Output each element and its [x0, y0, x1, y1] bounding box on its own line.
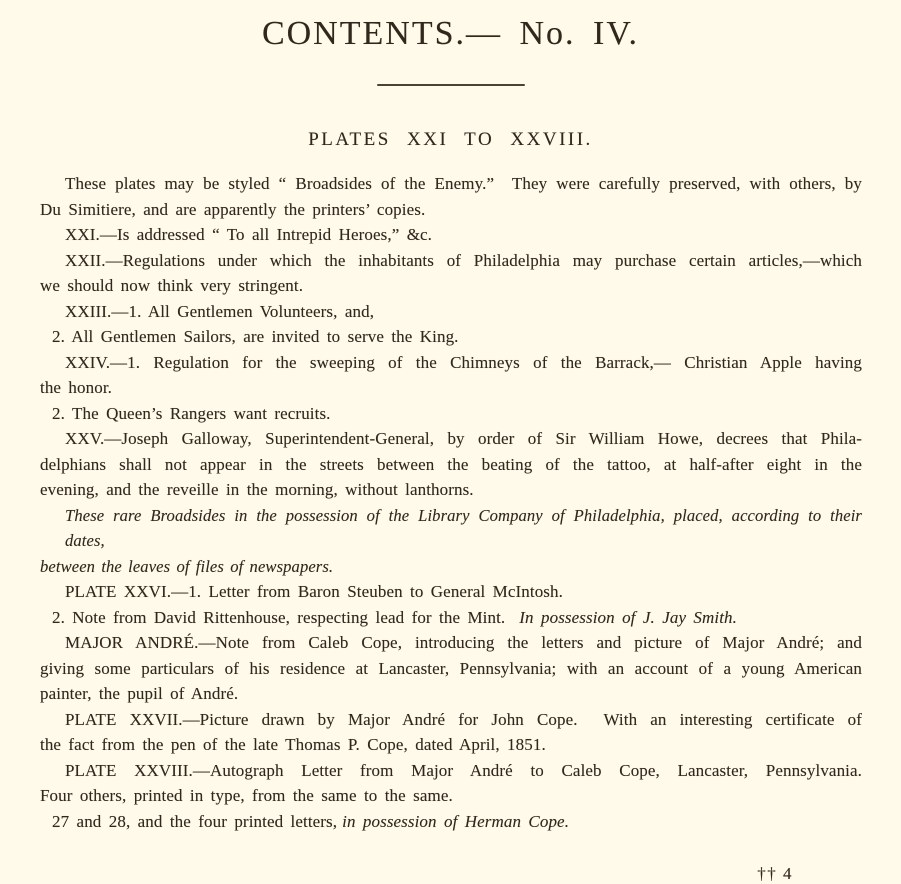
page-title: CONTENTS.— No. IV. [261, 15, 640, 52]
text-line: XXII.—Regulations under which the inhabitants of Philadelphia may purchase certain articles,—which [65, 250, 862, 270]
text-line: PLATE XXVIII.—Autograph Letter from Major André to Caleb Cope, Lancaster, Pennsylvania. [65, 760, 862, 780]
text-line: evening, and the reveille in the morning, without lanthorns. [40, 480, 474, 499]
signature-mark: †† 4 [757, 864, 793, 883]
text-line: painter, the pupil of André. [40, 684, 239, 703]
text-line: XXI.—Is addressed “ To all Intrepid Heroes,” &c. [65, 225, 433, 244]
text-line: 2. All Gentlemen Sailors, are invited to serve the King. [52, 327, 459, 346]
paragraph [40, 171, 862, 222]
text-line: XXV.—Joseph Galloway, Superintendent-General, by order of Sir William Howe, decrees that Phila- [65, 429, 862, 448]
line-text: 2. Note from David Rittenhouse, respecting lead for the Mint. [52, 607, 506, 627]
paragraph [40, 579, 862, 605]
paragraph [40, 248, 862, 299]
text-line: PLATE XXVII.—Picture drawn by Major André for John Cope. With an interesting certificate of [65, 709, 862, 729]
text-line: These plates may be styled “ Broadsides of the Enemy.” They were carefully preserved, with others, by [65, 174, 862, 193]
paragraph [40, 426, 862, 503]
paragraph [40, 758, 862, 809]
paragraph [40, 630, 862, 707]
text-line: between the leaves of files of newspapers. [40, 556, 334, 576]
text-line: Du Simitiere, and are apparently the printers’ copies. [40, 199, 426, 219]
paragraph [40, 707, 862, 758]
line-italic-text: In possession of J. Jay Smith. [519, 607, 738, 627]
text-line: 2. The Queen’s Rangers want recruits. [52, 403, 331, 423]
section-heading: PLATES XXI TO XXVIII. [308, 129, 593, 150]
paragraph [40, 503, 862, 580]
paragraph [40, 324, 862, 350]
line-italic-text: in possession of Herman Cope. [342, 811, 570, 831]
text-line: delphians shall not appear in the streets between the beating of the tattoo, at half-after eight in the [40, 454, 862, 474]
text-line: the fact from the pen of the late Thomas P. Cope, dated April, 1851. [40, 735, 546, 754]
text-line [40, 605, 862, 631]
paragraph [40, 809, 862, 835]
text-line: we should now think very stringent. [40, 276, 304, 295]
text-line: giving some particulars of his residence at Lancaster, Pennsylvania; with an account of a young American [40, 658, 862, 678]
text-line: XXIII.—1. All Gentlemen Volunteers, and, [65, 301, 375, 321]
text-line: These rare Broadsides in the possession of the Library Company of Philadelphia, placed, according to their dates, [65, 505, 862, 550]
paragraph [40, 401, 862, 427]
text-line [40, 809, 862, 835]
line-text: 27 and 28, and the four printed letters, [52, 811, 338, 831]
paragraph [40, 299, 862, 325]
text-line: Four others, printed in type, from the same to the same. [40, 786, 453, 805]
paragraph [40, 350, 862, 401]
divider-rule [377, 84, 525, 86]
contents-body [0, 171, 901, 834]
paragraph [40, 605, 862, 631]
paragraph [40, 222, 862, 248]
text-line: the honor. [40, 378, 112, 397]
text-line: PLATE XXVI.—1. Letter from Baron Steuben to General McIntosh. [65, 582, 563, 601]
text-line: MAJOR ANDRÉ.—Note from Caleb Cope, introducing the letters and picture of Major André; and [65, 633, 862, 652]
text-line: XXIV.—1. Regulation for the sweeping of the Chimneys of the Barrack,— Christian Apple having [65, 352, 862, 372]
